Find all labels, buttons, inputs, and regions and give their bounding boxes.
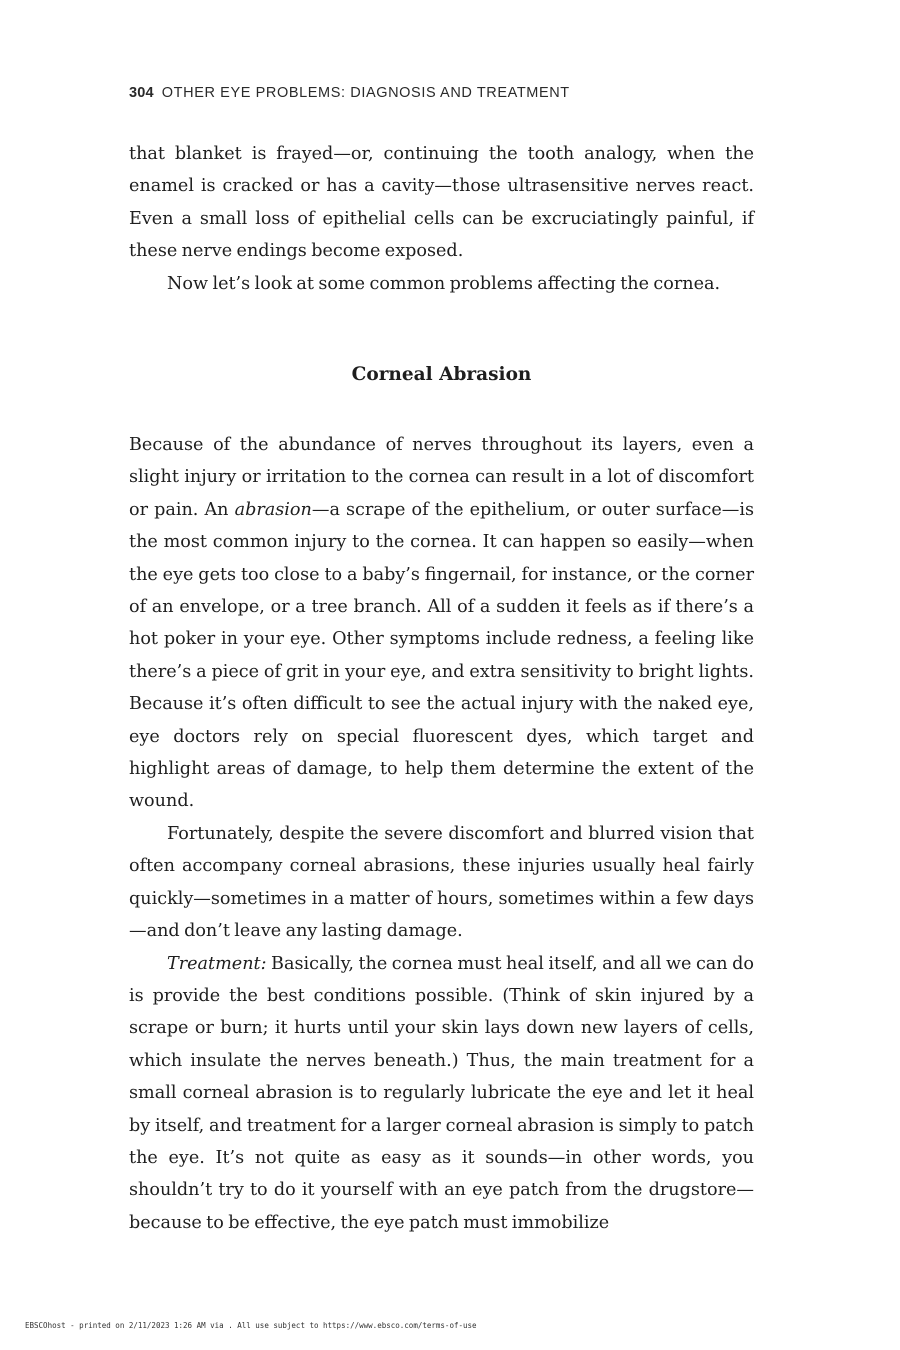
text-span: Because of the abundance of nerves throughout its layers, even a slight injury or irritation to the cornea can result in a lot of discomfort or pain. An <box>129 435 754 520</box>
running-title: OTHER EYE PROBLEMS: DIAGNOSIS AND TREATMENT <box>161 85 570 101</box>
treatment-label: Treatment: <box>167 953 267 974</box>
text-span: —a scrape of the epithelium, or outer surface—is the most common injury to the cornea. It can happen so easily—when the eye gets too close to a baby’s fingernail, for instance, or the corner of an envelope, or a tree branch. All of a sudden it feels as if there’s a hot poker in your eye. Other symptoms include redness, a feeling like there’s a piece of grit in your eye, and extra sensitivity to bright lights. Because it’s often difficult to see the actual injury with the naked eye, eye doctors rely on special fluorescent dyes, which target and highlight areas of damage, to help them determine the extent of the wound. <box>129 499 754 812</box>
page-number: 304 <box>129 85 154 101</box>
paragraph: Now let’s look at some common problems affecting the cornea. <box>167 273 721 294</box>
intro-text <box>129 138 754 300</box>
paragraph <box>129 948 754 1240</box>
paragraph: that blanket is frayed—or, continuing the tooth analogy, when the enamel is cracked or has a cavity—those ultrasensitive nerves react. Even a small loss of epithelial cells can be excruciatingly painful, if these nerve endings become exposed. <box>129 144 754 262</box>
section-heading: Corneal Abrasion <box>351 364 532 385</box>
section-text <box>129 429 754 1239</box>
print-footer: EBSCOhost - printed on 2/11/2023 1:26 AM via . All use subject to https://www.ebsco.com/terms-of-use <box>25 1321 477 1330</box>
paragraph <box>129 429 754 818</box>
paragraph: Fortunately, despite the severe discomfort and blurred vision that often accompany corneal abrasions, these injuries usually heal fairly quickly—sometimes in a matter of hours, sometimes within a few days—and don’t leave any lasting damage. <box>129 823 754 942</box>
text-span: Basically, the cornea must heal itself, and all we can do is provide the best conditions possible. (Think of skin injured by a scrape or burn; it hurts until your skin lays down new layers of cells, which insulate the nerves beneath.) Thus, the main treatment for a small corneal abrasion is to regularly lubricate the eye and let it heal by itself, and treatment for a larger corneal abrasion is simply to patch the eye. It’s not quite as easy as it sounds—in other words, you shouldn’t try to do it yourself with an eye patch from the drugstore—because to be effective, the eye patch must immobilize <box>129 953 754 1233</box>
running-head <box>129 85 779 101</box>
emphasis-term: abrasion <box>234 499 312 520</box>
